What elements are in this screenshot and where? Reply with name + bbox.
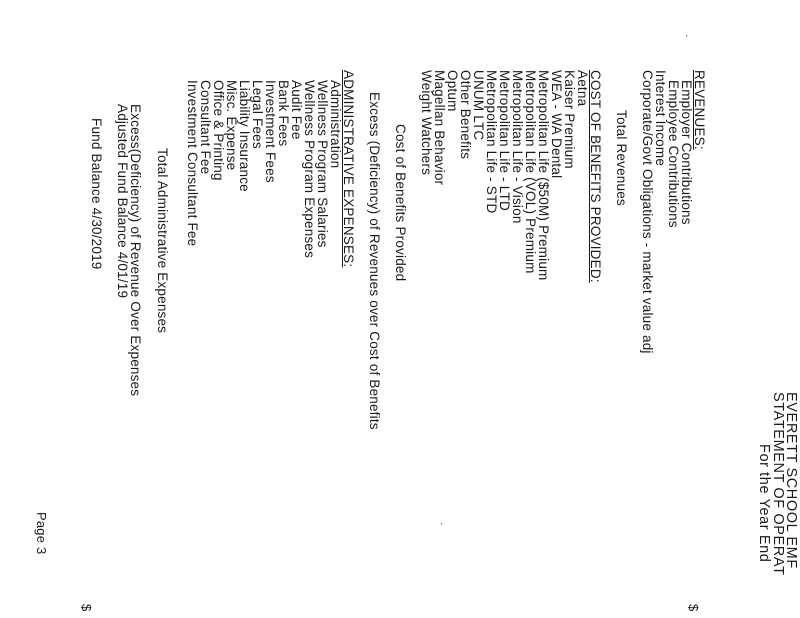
admin-item: Audit Fee xyxy=(289,80,304,140)
benefit-item: Magellan Behavior xyxy=(432,70,447,186)
benefit-item: Metropolitan Life (VOL) Premium xyxy=(523,70,538,274)
admin-item: Investment Fees xyxy=(263,80,278,183)
admin-item: Legal Fees xyxy=(250,80,265,149)
statement-title: STATEMENT OF OPERAT xyxy=(770,392,786,576)
org-title: EVERETT SCHOOL EMF xyxy=(783,392,799,569)
admin-expenses-total-label: Total Administrative Expenses xyxy=(155,148,170,334)
excess-over-expenses-label: Excess(Deficiency) of Revenue Over Expenses xyxy=(128,104,143,397)
cost-of-benefits-total-label: Cost of Benefits Provided xyxy=(393,124,408,282)
benefit-item: Weight Watchers xyxy=(419,70,434,176)
cost-of-benefits-heading: COST OF BENEFITS PROVIDED: xyxy=(588,70,603,283)
total-revenues-label: Total Revenues xyxy=(614,110,629,206)
admin-item: Bank Fees xyxy=(276,80,291,147)
admin-item: Administration xyxy=(328,80,343,169)
admin-item: Office & Printing xyxy=(211,80,226,181)
benefit-item: WEA - WA Dental xyxy=(549,70,564,179)
benefit-item: Metropolitan Life - STD xyxy=(484,70,499,214)
revenue-item: Corporate/Govt Obligations - market value adj xyxy=(640,70,655,354)
benefit-item: Kaiser Premium xyxy=(562,70,577,169)
revenue-item: Employee Contributions xyxy=(666,80,681,228)
currency-mark: $ xyxy=(686,604,701,612)
page-number: Page 3 xyxy=(34,512,49,555)
currency-mark: $ xyxy=(79,604,94,612)
benefit-item: Optum xyxy=(445,70,460,112)
revenue-item: Interest Income xyxy=(653,70,668,167)
benefit-item: Metropolitan Life ($50M) Premium xyxy=(536,70,551,281)
period-title: For the Year End xyxy=(756,444,772,563)
admin-item: Investment Consultant Fee xyxy=(185,80,200,247)
benefit-item: Aetna xyxy=(575,70,590,107)
revenue-item: Employer Contributions xyxy=(679,80,694,225)
fund-balance-label: Fund Balance 4/30/2019 xyxy=(89,118,104,270)
scan-speck: · xyxy=(436,522,447,526)
admin-item: Consultant Fee xyxy=(198,80,213,175)
admin-item: Liability Insurance xyxy=(237,80,252,192)
benefit-item: UNUM LTC xyxy=(471,70,486,141)
benefit-item: Other Benefits xyxy=(458,70,473,160)
benefit-item: Metropolitan Life - LTD xyxy=(497,70,512,211)
excess-over-benefits-label: Excess (Deficiency) of Revenues over Cost of Benefits xyxy=(367,92,382,430)
admin-item: Wellness Program Salaries xyxy=(315,80,330,248)
adjusted-fund-balance-label: Adjusted Fund Balance 4/01/19 xyxy=(115,104,130,299)
admin-item: Misc. Expense xyxy=(224,80,239,171)
scan-speck: · xyxy=(681,34,692,38)
benefit-item: Metropolitan Life - Vision xyxy=(510,70,525,224)
admin-item: Wellness Program Expenses xyxy=(302,80,317,259)
revenues-heading: REVENUES: xyxy=(692,70,707,150)
admin-expenses-heading: ADMINISTRATIVE EXPENSES: xyxy=(341,70,356,268)
